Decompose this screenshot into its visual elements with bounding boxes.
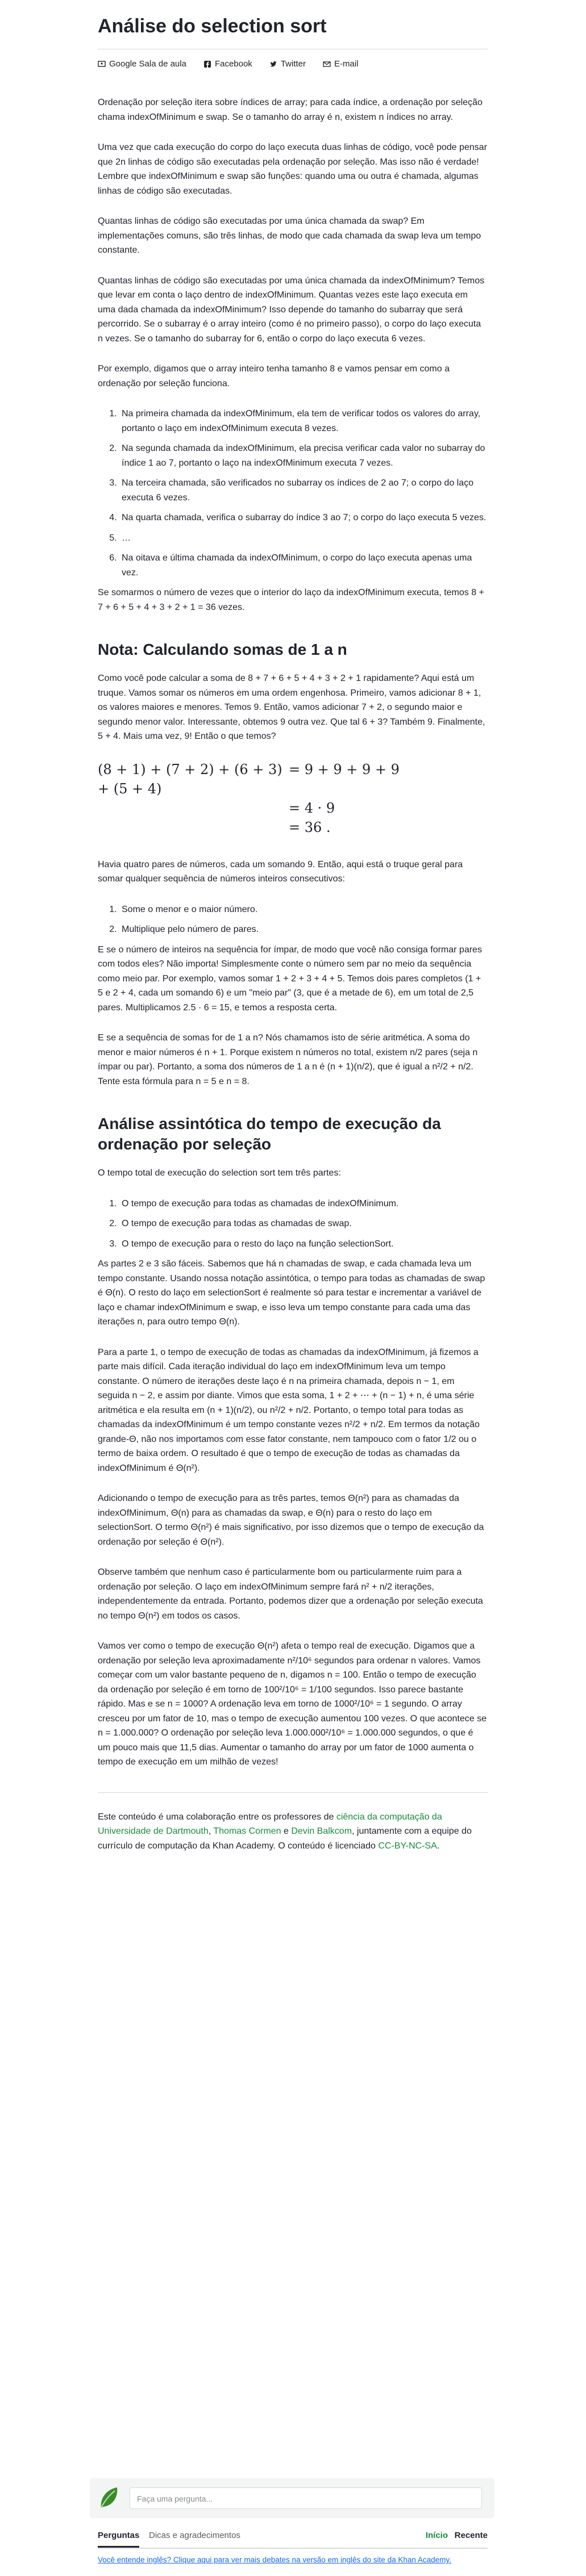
dartmouth-link[interactable]: ciência da computação da Universidade de Dartmouth [98, 1812, 442, 1836]
credits-text: , [208, 1826, 214, 1836]
equation-line: = 9 + 9 + 9 + 9 [289, 761, 400, 777]
ask-question-input[interactable]: Faça uma pergunta... [130, 2487, 482, 2509]
sort-recent[interactable]: Recente [454, 2531, 488, 2540]
credits-text: , juntamente com a equipe do currículo de computação da Khan Academy. O conteúdo é licenciado [98, 1826, 472, 1851]
equation-line: = 4 · 9 [289, 800, 335, 816]
share-facebook[interactable] [203, 59, 252, 69]
list-item: 2. Na segunda chamada da indexOfMinimum, ela precisa verificar cada valor no subarray do índice 1 ao 7, portanto o laço na indexOfMinimum executa 7 vezes. [119, 441, 488, 470]
list-item: 1. Na primeira chamada da indexOfMinimum, ela tem de verificar todos os valores do array, portanto o laço em indexOfMinimum executa 8 vezes. [119, 407, 488, 436]
equation-lhs: (8 + 1) + (7 + 2) + (6 + 3) + (5 + 4) [98, 761, 282, 797]
paragraph: Por exemplo, digamos que o array inteiro tenha tamanho 8 e vamos pensar em como a ordenação por seleção funciona. [98, 364, 450, 388]
list-item: 3. Na terceira chamada, são verificados no subarray os índices de 2 ao 7; o corpo do laço executa 6 vezes. [119, 476, 488, 505]
list-item: 6. Na oitava e última chamada da indexOfMinimum, o corpo do laço executa apenas uma vez. [119, 551, 488, 580]
equation-line: = 36 . [289, 819, 331, 835]
tab-questions[interactable]: Perguntas [98, 2531, 139, 2548]
share-email-label: E-mail [334, 59, 359, 69]
license-link[interactable]: CC-BY-NC-SA [378, 1841, 437, 1851]
credits [98, 1810, 488, 1854]
paragraph: As partes 2 e 3 são fáceis. Sabemos que há n chamadas de swap, e cada chamada leva um tempo constante. Usando nossa notação assintótica, o tempo para todas as chamadas de swap é Θ(n). O resto do laço em selectionSort é realmente só para testar e incrementar a variável de laço e chamar indexOfMinimum e swap, e isso leva um tempo constante para cada uma das iterações n, para outro tempo Θ(n). [98, 1259, 485, 1327]
section-heading-analysis: Análise assintótica do tempo de execução da ordenação por seleção [98, 1115, 441, 1153]
credits-text: e [281, 1826, 292, 1836]
credits-divider [98, 1792, 488, 1793]
email-icon [323, 60, 331, 68]
list-item: 2. Multiplique pelo número de pares. [119, 922, 488, 937]
paragraph: Ordenação por seleção itera sobre índices de array; para cada índice, a ordenação por seleção chama indexOfMinimum e swap. Se o tamanho do array é n, existem n índices no array. [98, 98, 483, 122]
classroom-icon [98, 60, 106, 68]
share-twitter-label: Twitter [280, 59, 306, 69]
credits-text: Este conteúdo é uma colaboração entre os professores de [98, 1812, 336, 1822]
share-classroom[interactable] [98, 59, 186, 69]
leaf-avatar-icon [98, 2485, 119, 2510]
page-title: Análise do selection sort [98, 15, 327, 37]
credits-text: . [437, 1841, 440, 1851]
paragraph: Uma vez que cada execução do corpo do laço executa duas linhas de código, você pode pensar que 2n linhas de código são executadas pela ordenação por seleção. Mas isso não é verdade! Lembre que indexOfMinimum e swap são funções: quando uma ou outra é chamada, algumas linhas de código são executadas. [98, 143, 487, 196]
facebook-icon [203, 60, 211, 68]
cormen-link[interactable]: Thomas Cormen [213, 1826, 281, 1836]
paragraph: Adicionando o tempo de execução para as três partes, temos Θ(n²) para as chamadas da indexOfMinimum, Θ(n) para as chamadas da swap, e Θ(n) para o resto do laço em selectionSort. O termo Θ(n²) é mais significativo, por isso dizemos que o tempo de execução da ordenação por seleção é Θ(n²). [98, 1494, 484, 1547]
tab-tips[interactable]: Dicas e agradecimentos [149, 2531, 240, 2540]
english-site-link[interactable]: Você entende inglês? Clique aqui para ver mais debates na versão em inglês do site da Khan Academy. [98, 2556, 451, 2564]
paragraph: E se o número de inteiros na sequência for ímpar, de modo que você não consiga formar pares com todos eles? Não importa! Simplesmente conte o número sem par no meio da sequência como meio par. Por exemplo, vamos somar 1 + 2 + 3 + 4 + 5. Temos dois pares completos (1 + 5 e 2 + 4, cada um somando 6) e um "meio par" (3, que é a metade de 6), em um total de 2,5 pares. Multiplicamos 2.5 · 6 = 15, e temos a resposta certa. [98, 944, 482, 1013]
paragraph: Havia quatro pares de números, cada um somando 9. Então, aqui está o truque geral para somar qualquer sequência de números inteiros consecutivos: [98, 859, 463, 884]
paragraph: Quantas linhas de código são executadas por uma única chamada da swap? Em implementações comuns, são três linhas, de modo que cada chamada da swap leva um tempo constante. [98, 216, 481, 255]
share-facebook-label: Facebook [214, 59, 252, 69]
share-bar [98, 59, 359, 69]
equation-blank [98, 798, 289, 818]
paragraph: Observe também que nenhum caso é particularmente bom ou particularmente ruim para a ordenação por seleção. O laço em indexOfMinimum sempre fará n² + n/2 iterações, independentemente da entrada. Portanto, podemos dizer que a ordenação por seleção executa no tempo Θ(n²) em todos os casos. [98, 1567, 483, 1621]
paragraph: O tempo total de execução do selection sort tem três partes: [98, 1168, 341, 1178]
share-classroom-label: Google Sala de aula [109, 59, 186, 69]
sort-top[interactable]: Início [425, 2531, 448, 2540]
paragraph: E se a sequência de somas for de 1 a n? Nós chamamos isto de série aritmética. A soma do menor e maior números é n + 1. Porque existem n números no total, existem n/2 pares (seja n ímpar ou par). Portanto, a soma dos números de 1 a n é (n + 1)(n/2), que é igual a n²/2 + n/2. Tente esta fórmula para n = 5 e n = 8. [98, 1033, 478, 1086]
article-body [98, 95, 488, 1869]
sum-equation [98, 760, 488, 837]
paragraph: Quantas linhas de código são executadas por uma única chamada da indexOfMinimum? Temos que levar em conta o laço dentro de indexOfMinimum. Quantas vezes este laço executa em uma dada chamada da indexOfMinimum? Isso depende do tamanho do subarray que será percorrido. Se o subarray é o array inteiro (como é no primeiro passo), o corpo do laço executa n vezes. Se o tamanho do subarray for 6, então o corpo do laço executa 6 vezes. [98, 275, 485, 344]
question-box [90, 2478, 494, 2518]
list-item: 3. O tempo de execução para o resto do laço na função selectionSort. [119, 1237, 488, 1252]
paragraph: Vamos ver como o tempo de execução Θ(n²) afeta o tempo real de execução. Digamos que a ordenação por seleção leva aproximadamente n²/10⁶ segundos para ordenar n valores. Vamos começar com um valor bastante pequeno de n, digamos n = 100. Então o tempo de execução da ordenação por seleção é em torno de 100²/10⁶ = 1/100 segundos. Isso parece bastante rápido. Mas e se n = 1000? A ordenação leva em torno de 1000²/10⁶ = 1 segundo. O array cresceu por um fator de 10, mas o tempo de execução aumentou 100 vezes. O que acontece se n = 1.000.000? O ordenação por seleção leva 1.000.000²/10⁶ = 1.000.000 segundos, o que é um pouco mais que 11,5 dias. Aumentar o tamanho do array por um fator de 1000 aumenta o tempo de execução em um milhão de vezes! [98, 1641, 487, 1767]
list-item: 1. O tempo de execução para todas as chamadas de indexOfMinimum. [119, 1197, 488, 1211]
paragraph: Para a parte 1, o tempo de execução de todas as chamadas da indexOfMinimum, já fizemos a parte mais difícil. Cada iteração individual do laço em indexOfMinimum leva um tempo constante. O número de iterações deste laço é n na primeira chamada, depois n − 1, em seguida n − 2, e assim por diante. Vimos que esta soma, 1 + 2 + ⋯ + (n − 1) + n, é uma série aritmética e ela resulta em (n + 1)(n/2), ou n²/2 + n/2. Portanto, o tempo total para todas as chamadas da indexOfMinimum é um tempo constante vezes n²/2 + n/2. Em termos da notação grande-Θ, não nos importamos com esse fator constante, nem tampouco com o fator 1/2 ou o termo de baixa ordem. O resultado é que o tempo de execução de todas as chamadas da indexOfMinimum é Θ(n²). [98, 1347, 480, 1473]
balkcom-link[interactable]: Devin Balkcom [291, 1826, 352, 1836]
parts-list [98, 1197, 488, 1252]
twitter-icon [269, 60, 277, 68]
list-item: 1. Some o menor e o maior número. [119, 902, 488, 917]
paragraph: Se somarmos o número de vezes que o interior do laço da indexOfMinimum executa, temos 8 + 7 + 6 + 5 + 4 + 3 + 2 + 1 = 36 vezes. [98, 588, 484, 612]
steps-list [98, 407, 488, 580]
discussion-tabs [98, 2525, 488, 2549]
list-item: 5. … [119, 531, 488, 546]
share-email[interactable] [323, 59, 359, 69]
section-heading-sums: Nota: Calculando somas de 1 a n [98, 641, 347, 658]
list-item: 2. O tempo de execução para todas as chamadas de swap. [119, 1216, 488, 1231]
equation-blank [98, 818, 289, 837]
paragraph: Como você pode calcular a soma de 8 + 7 + 6 + 5 + 4 + 3 + 2 + 1 rapidamente? Aqui está um truque. Vamos somar os números em uma ordem engenhosa. Primeiro, vamos adicionar 8 + 1, os valores maiores e menores. Temos 9. Então, vamos adicionar 7 + 2, o segundo maior e segundo menor valor. Interessante, obtemos 9 outra vez. Que tal 6 + 3? Também 9. Finalmente, 5 + 4. Mais uma vez, 9! Então o que temos? [98, 674, 485, 741]
share-twitter[interactable] [269, 59, 306, 69]
trick-list [98, 902, 488, 937]
list-item: 4. Na quarta chamada, verifica o subarray do índice 3 ao 7; o corpo do laço executa 5 vezes. [119, 511, 488, 525]
